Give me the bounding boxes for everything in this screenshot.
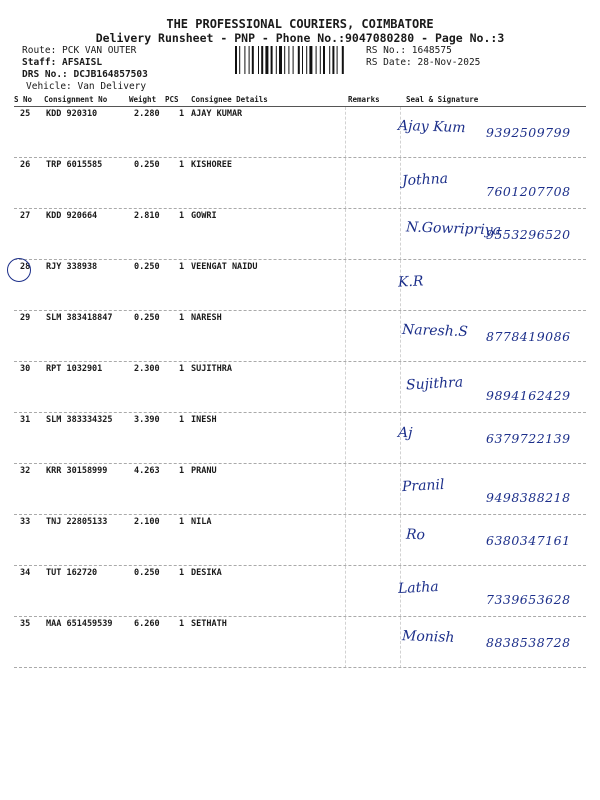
- circle-mark-icon: [7, 258, 31, 282]
- barcode-bar: [235, 46, 237, 74]
- row-consignment: MAA 651459539: [46, 619, 113, 629]
- table-row: [0, 413, 600, 464]
- col-header-remarks: Remarks: [348, 95, 380, 104]
- row-consignment: TRP 6015585: [46, 160, 103, 170]
- barcode-bar: [298, 46, 300, 74]
- staff-label: Staff: AFSAISL: [22, 57, 103, 68]
- table-row: [0, 158, 600, 209]
- signature-name: Ajay Kum: [397, 117, 466, 137]
- row-sno: 30: [20, 364, 31, 374]
- row-pcs: 1: [179, 211, 185, 221]
- signature-phone: 7601207708: [486, 184, 571, 199]
- table-row: [0, 515, 600, 566]
- row-weight: 3.390: [134, 415, 160, 425]
- table-row: [0, 260, 600, 311]
- barcode-bar: [265, 46, 268, 74]
- column-divider: [345, 158, 346, 209]
- column-divider: [345, 464, 346, 515]
- row-pcs: 1: [179, 619, 185, 629]
- row-pcs: 1: [179, 109, 185, 119]
- barcode-icon: [234, 46, 362, 74]
- signature-name: K.R: [397, 273, 424, 291]
- col-header-consignee: Consignee Details: [191, 95, 268, 104]
- signature-phone: 8778419086: [486, 329, 571, 344]
- row-weight: 2.810: [134, 211, 160, 221]
- column-divider: [345, 311, 346, 362]
- row-weight: 2.100: [134, 517, 160, 527]
- column-divider: [400, 464, 401, 515]
- signature-phone: 8838538728: [486, 635, 571, 650]
- row-consignee: NARESH: [191, 313, 222, 323]
- row-sno: 34: [20, 568, 31, 578]
- signature-name: N.Gowripriya: [405, 219, 502, 239]
- row-sno: 32: [20, 466, 31, 476]
- vehicle-label: Vehicle: Van Delivery: [26, 81, 147, 92]
- barcode-bar: [309, 46, 312, 74]
- signature-phone: 9392509799: [486, 125, 571, 140]
- col-header-consignment: Consignment No: [44, 95, 108, 104]
- row-pcs: 1: [179, 517, 185, 527]
- table-row: [0, 362, 600, 413]
- barcode-bar: [276, 46, 277, 74]
- row-consignment: KDD 920664: [46, 211, 98, 221]
- barcode-bar: [249, 46, 250, 74]
- row-sno: 29: [20, 313, 31, 323]
- row-consignment: KRR 30158999: [46, 466, 108, 476]
- row-consignee: INESH: [191, 415, 217, 425]
- table-row: [0, 107, 600, 158]
- rs-date: RS Date: 28-Nov-2025: [366, 57, 481, 68]
- barcode-bar: [302, 46, 303, 74]
- barcode-bar: [323, 46, 325, 74]
- table-row: [0, 209, 600, 260]
- row-pcs: 1: [179, 262, 185, 272]
- row-weight: 0.250: [134, 568, 160, 578]
- signature-phone: 6380347161: [486, 533, 571, 548]
- table-row: [0, 617, 600, 668]
- company-title: THE PROFESSIONAL COURIERS, COIMBATORE: [166, 17, 434, 31]
- signature-phone: 9553296520: [486, 227, 571, 242]
- signature-name: Latha: [397, 578, 440, 598]
- row-consignee: KISHOREE: [191, 160, 232, 170]
- col-header-pcs: PCS: [165, 95, 179, 104]
- row-weight: 2.300: [134, 364, 160, 374]
- column-divider: [345, 260, 346, 311]
- column-divider: [345, 209, 346, 260]
- row-weight: 6.260: [134, 619, 160, 629]
- row-sno: 28: [20, 262, 31, 272]
- row-consignee: VEENGAT NAIDU: [191, 262, 258, 272]
- row-consignment: RPT 1032901: [46, 364, 103, 374]
- row-consignment: SLM 383418847: [46, 313, 113, 323]
- column-divider: [400, 515, 401, 566]
- col-header-seal: Seal & Signature: [406, 95, 479, 104]
- rs-number: RS No.: 1648575: [366, 45, 452, 56]
- row-consignment: TNJ 22805133: [46, 517, 108, 527]
- signature-name: Sujithra: [405, 374, 464, 394]
- column-divider: [345, 107, 346, 158]
- row-consignee: AJAY KUMAR: [191, 109, 243, 119]
- table-row: [0, 464, 600, 515]
- row-sno: 26: [20, 160, 31, 170]
- barcode-bar: [332, 46, 334, 74]
- signature-phone: 9498388218: [486, 490, 571, 505]
- barcode-bar: [258, 46, 259, 74]
- barcode-bar: [261, 46, 263, 74]
- signature-name: Naresh.S: [401, 321, 469, 341]
- row-pcs: 1: [179, 160, 185, 170]
- signature-name: Pranil: [401, 476, 445, 496]
- col-header-sno: S No: [14, 95, 33, 104]
- barcode-bar: [244, 46, 245, 74]
- column-divider: [345, 617, 346, 668]
- row-pcs: 1: [179, 568, 185, 578]
- barcode-bar: [271, 46, 273, 74]
- row-consignment: SLM 383334325: [46, 415, 113, 425]
- barcode-bar: [284, 46, 285, 74]
- column-divider: [345, 515, 346, 566]
- row-pcs: 1: [179, 466, 185, 476]
- row-weight: 2.280: [134, 109, 160, 119]
- row-consignee: NILA: [191, 517, 212, 527]
- route-label: Route: PCK VAN OUTER: [22, 45, 137, 56]
- barcode-bar: [342, 46, 344, 74]
- table-row: [0, 311, 600, 362]
- row-weight: 0.250: [134, 313, 160, 323]
- row-sno: 33: [20, 517, 31, 527]
- row-pcs: 1: [179, 415, 185, 425]
- row-consignee: SUJITHRA: [191, 364, 232, 374]
- drs-label: DRS No.: DCJB164857503: [22, 69, 148, 80]
- barcode-bar: [337, 46, 338, 74]
- row-sno: 27: [20, 211, 31, 221]
- row-consignee: PRANU: [191, 466, 217, 476]
- column-divider: [400, 158, 401, 209]
- row-sno: 31: [20, 415, 31, 425]
- column-divider: [345, 362, 346, 413]
- row-consignment: KDD 920310: [46, 109, 98, 119]
- row-weight: 4.263: [134, 466, 160, 476]
- barcode-bar: [252, 46, 254, 74]
- runsheet-subtitle: Delivery Runsheet - PNP - Phone No.:9047080280 - Page No.:3: [95, 31, 505, 45]
- barcode-bar: [320, 46, 321, 74]
- column-divider: [345, 413, 346, 464]
- row-consignment: RJY 338938: [46, 262, 98, 272]
- row-pcs: 1: [179, 313, 185, 323]
- column-divider: [400, 209, 401, 260]
- signature-name: Monish: [401, 628, 455, 646]
- row-consignee: GOWRI: [191, 211, 217, 221]
- col-header-weight: Weight: [129, 95, 157, 104]
- row-weight: 0.250: [134, 262, 160, 272]
- row-divider: [14, 667, 586, 668]
- column-divider: [345, 566, 346, 617]
- barcode-bar: [329, 46, 330, 74]
- row-consignee: DESIKA: [191, 568, 222, 578]
- signature-name: Aj: [397, 424, 413, 442]
- barcode-bar: [239, 46, 240, 74]
- signature-phone: 6379722139: [486, 431, 571, 446]
- row-consignee: SETHATH: [191, 619, 227, 629]
- signature-phone: 7339653628: [486, 592, 571, 607]
- signature-name: Jothna: [401, 170, 449, 190]
- signature-name: Ro: [405, 526, 426, 544]
- row-weight: 0.250: [134, 160, 160, 170]
- signature-phone: 9894162429: [486, 388, 571, 403]
- barcode-bar: [316, 46, 317, 74]
- row-sno: 35: [20, 619, 31, 629]
- row-consignment: TUT 162720: [46, 568, 98, 578]
- barcode-bar: [293, 46, 294, 74]
- barcode-bar: [288, 46, 289, 74]
- row-pcs: 1: [179, 364, 185, 374]
- row-sno: 25: [20, 109, 31, 119]
- barcode-bar: [279, 46, 282, 74]
- table-row: [0, 566, 600, 617]
- barcode-bar: [306, 46, 307, 74]
- column-divider: [400, 362, 401, 413]
